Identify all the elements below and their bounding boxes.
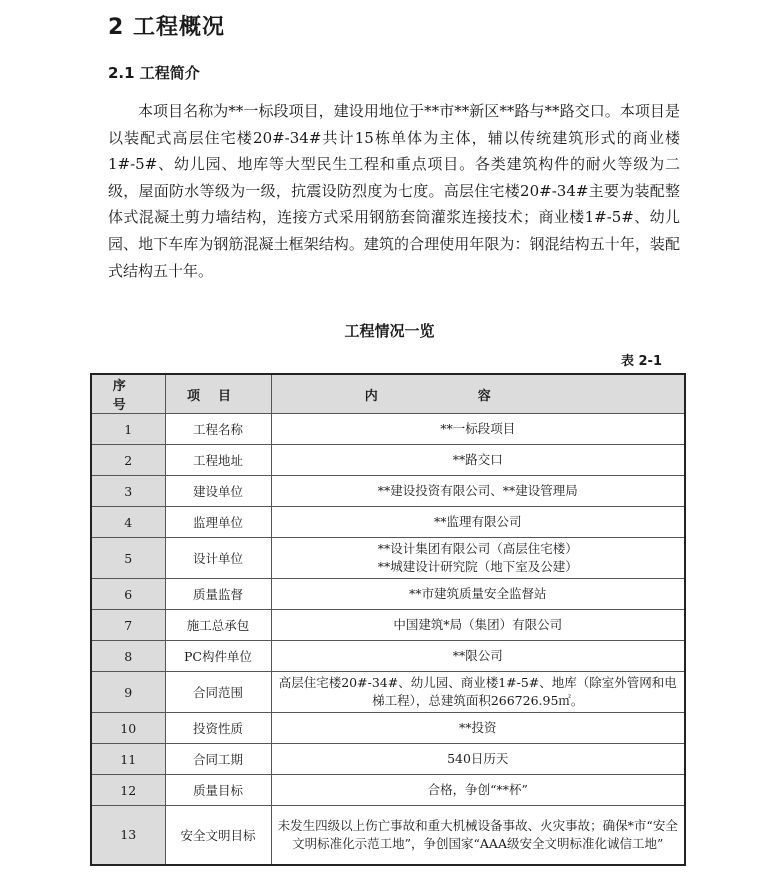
intro-paragraph: 本项目名称为**一标段项目，建设用地位于**市**新区**路与**路交口。本项目是以装配式高层住宅楼20#-34#共计15栋单体为主体，辅以传统建筑形式的商业楼1#-5#、幼儿园、地库等大型民生工程和重点项目。各类建筑构件的耐火等级为二级，屋面防水等级为一级，抗震设防烈度为七度。高层住宅楼20#-34#主要为装配整体式混凝土剪力墙结构，连接方式采用钢筋套筒灌浆连接技术；商业楼1#-5#、幼儿园、地下车库为钢筋混凝土框架结构。建筑的合理使用年限为：钢混结构五十年，装配式结构五十年。 <box>108 102 680 280</box>
row-item: 施工总承包 <box>165 610 271 641</box>
row-number: 6 <box>91 579 165 610</box>
row-item: 设计单位 <box>165 538 271 579</box>
row-content: **限公司 <box>271 641 685 672</box>
header-no: 序号 <box>91 374 165 414</box>
row-number: 13 <box>91 806 165 865</box>
row-number: 9 <box>91 672 165 713</box>
row-number: 7 <box>91 610 165 641</box>
table-row <box>91 806 685 865</box>
row-content: **路交口 <box>271 445 685 476</box>
row-content: 540日历天 <box>271 744 685 775</box>
row-content: **一标段项目 <box>271 414 685 445</box>
row-item: 质量监督 <box>165 579 271 610</box>
row-content: **市建筑质量安全监督站 <box>271 579 685 610</box>
table-row <box>91 507 685 538</box>
table-header-row <box>91 374 685 414</box>
row-item: 投资性质 <box>165 713 271 744</box>
header-content: 内容 <box>271 374 685 414</box>
row-content: 未发生四级以上伤亡事故和重大机械设备事故、火灾事故；确保*市“安全文明标准化示范工地”，争创国家“AAA级安全文明标准化诚信工地” <box>271 806 685 865</box>
row-content: 中国建筑*局（集团）有限公司 <box>271 610 685 641</box>
section-heading: 2 工程概况 <box>108 15 225 40</box>
subsection-heading: 2.1 工程简介 <box>108 64 200 82</box>
row-item: 工程名称 <box>165 414 271 445</box>
table-row <box>91 641 685 672</box>
row-number: 1 <box>91 414 165 445</box>
row-item: 合同工期 <box>165 744 271 775</box>
row-number: 12 <box>91 775 165 806</box>
table-row <box>91 579 685 610</box>
row-number: 3 <box>91 476 165 507</box>
row-content: **建设投资有限公司、**建设管理局 <box>271 476 685 507</box>
row-number: 5 <box>91 538 165 579</box>
table-number: 表 2-1 <box>620 354 662 369</box>
row-content: 高层住宅楼20#-34#、幼儿园、商业楼1#-5#、地库（除室外管网和电梯工程），总建筑面积266726.95㎡。 <box>271 672 685 713</box>
row-number: 11 <box>91 744 165 775</box>
row-number: 10 <box>91 713 165 744</box>
row-item: 合同范围 <box>165 672 271 713</box>
table-row <box>91 414 685 445</box>
table-body <box>91 414 685 865</box>
row-item: 安全文明目标 <box>165 806 271 865</box>
table-row <box>91 744 685 775</box>
row-number: 2 <box>91 445 165 476</box>
row-item: 工程地址 <box>165 445 271 476</box>
table-row <box>91 610 685 641</box>
row-content: **设计集团有限公司（高层住宅楼） **城建设计研究院（地下室及公建） <box>271 538 685 579</box>
row-content: 合格，争创“**杯” <box>271 775 685 806</box>
row-number: 4 <box>91 507 165 538</box>
table-row <box>91 538 685 579</box>
table-row <box>91 713 685 744</box>
row-content: **监理有限公司 <box>271 507 685 538</box>
row-item: 监理单位 <box>165 507 271 538</box>
table-row <box>91 476 685 507</box>
row-content: **投资 <box>271 713 685 744</box>
row-item: 质量目标 <box>165 775 271 806</box>
header-item: 项目 <box>165 374 271 414</box>
table-row <box>91 775 685 806</box>
table-row <box>91 445 685 476</box>
project-overview-table <box>90 373 686 866</box>
row-item: PC构件单位 <box>165 641 271 672</box>
table-row <box>91 672 685 713</box>
row-number: 8 <box>91 641 165 672</box>
row-item: 建设单位 <box>165 476 271 507</box>
table-title: 工程情况一览 <box>344 322 435 340</box>
